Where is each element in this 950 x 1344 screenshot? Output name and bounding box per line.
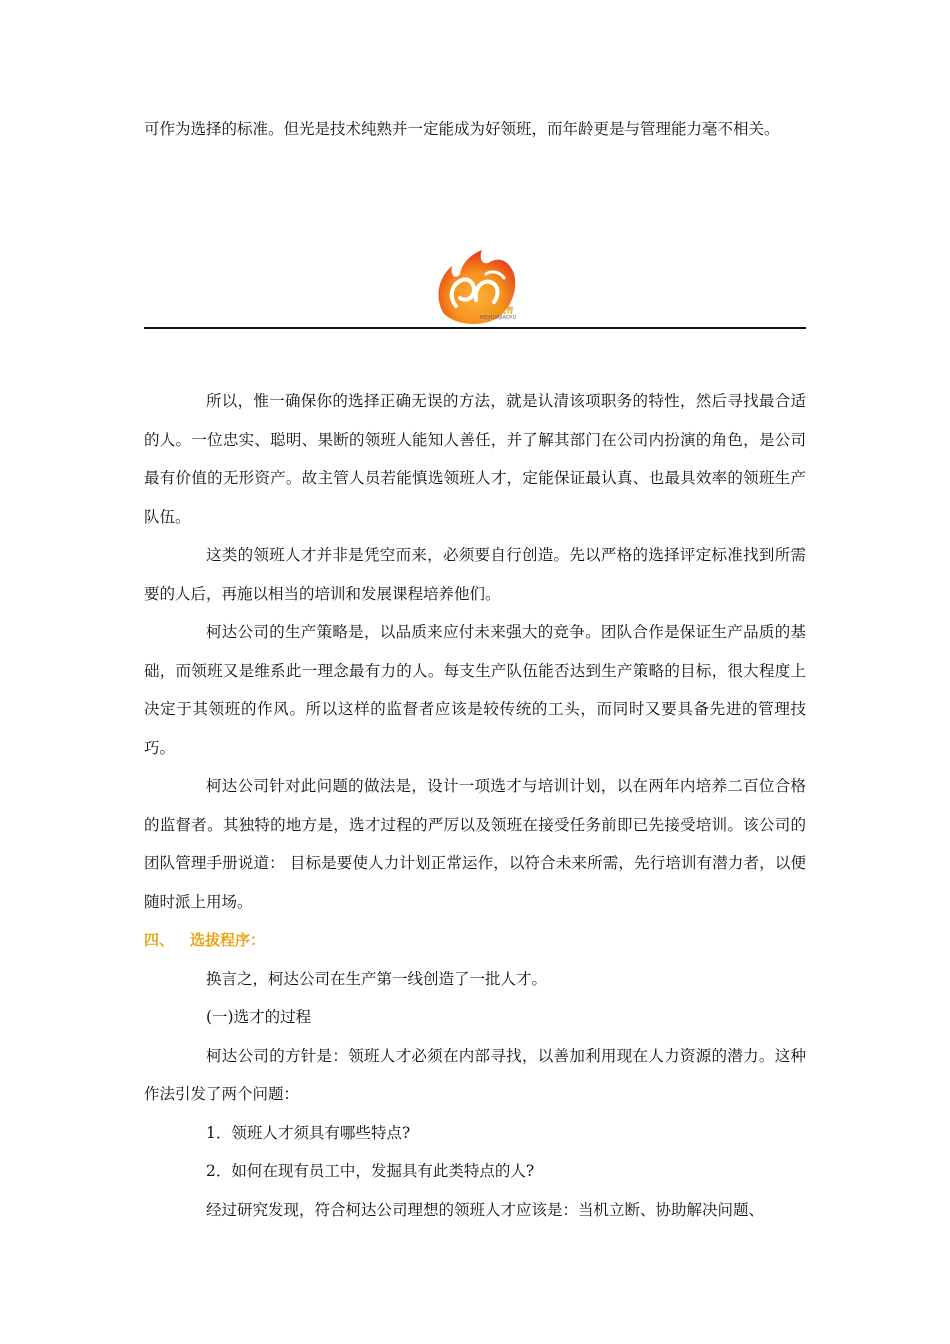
header-divider	[144, 327, 806, 329]
section-heading	[144, 921, 806, 960]
body-paragraph: 所以，惟一确保你的选择正确无误的方法，就是认清该项职务的特性，然后寻找最合适的人。一位忠实、聪明、果断的领班人能知人善任，并了解其部门在公司内扮演的角色，是公司最有价值的无形资产。故主管人员若能慎选领班人才，定能保证最认真、也最具效率的领班生产队伍。	[144, 392, 806, 526]
logo-name-cn: 美华教育	[482, 306, 514, 315]
body-block	[144, 382, 806, 1229]
body-paragraph: 柯达公司针对此问题的做法是，设计一项选才与培训计划，以在两年内培养二百位合格的监督者。其独特的地方是，选才过程的严厉以及领班在接受任务前即已先接受培训。该公司的团队管理手册说道： 目标是要使人力计划正常运作，以符合未来所需，先行培训有潜力者，以便随时派上用场。	[144, 777, 806, 911]
intro-paragraph: 可作为选择的标准。但光是技术纯熟并一定能成为好领班，而年龄更是与管理能力毫不相关。	[144, 120, 780, 138]
section-paragraph: 换言之，柯达公司在生产第一线创造了一批人才。	[206, 969, 548, 988]
section-title: 选拔程序：	[190, 931, 266, 949]
section-paragraph: 经过研究发现，符合柯达公司理想的领班人才应该是：当机立断、协助解决问题、	[206, 1200, 765, 1219]
body-paragraph: 这类的领班人才并非是凭空而来，必须要自行创造。先以严格的选择评定标准找到所需要的人后，再施以相当的培训和发展课程培养他们。	[144, 546, 806, 603]
logo-wordmark	[470, 306, 526, 321]
list-item: 1．领班人才须具有哪些特点?	[206, 1123, 411, 1142]
section-number: 四、	[144, 931, 175, 949]
body-paragraph: 柯达公司的生产策略是，以品质来应付未来强大的竞争。团队合作是保证生产品质的基础，而领班又是维系此一理念最有力的人。每支生产队伍能否达到生产策略的目标，很大程度上决定于其领班的作风。所以这样的监督者应该是较传统的工头，而同时又要具备先进的管理技巧。	[144, 623, 806, 757]
list-item: 2．如何在现有员工中，发掘具有此类特点的人?	[206, 1162, 535, 1180]
subsection-title: (一)选才的过程	[206, 1008, 312, 1026]
intro-block	[144, 110, 806, 149]
section-paragraph: 柯达公司的方针是：领班人才必须在内部寻找，以善加利用现在人力资源的潜力。这种作法引发了两个问题：	[144, 1046, 806, 1103]
logo-name-en: MEIHUAJIAOYU	[479, 315, 517, 321]
